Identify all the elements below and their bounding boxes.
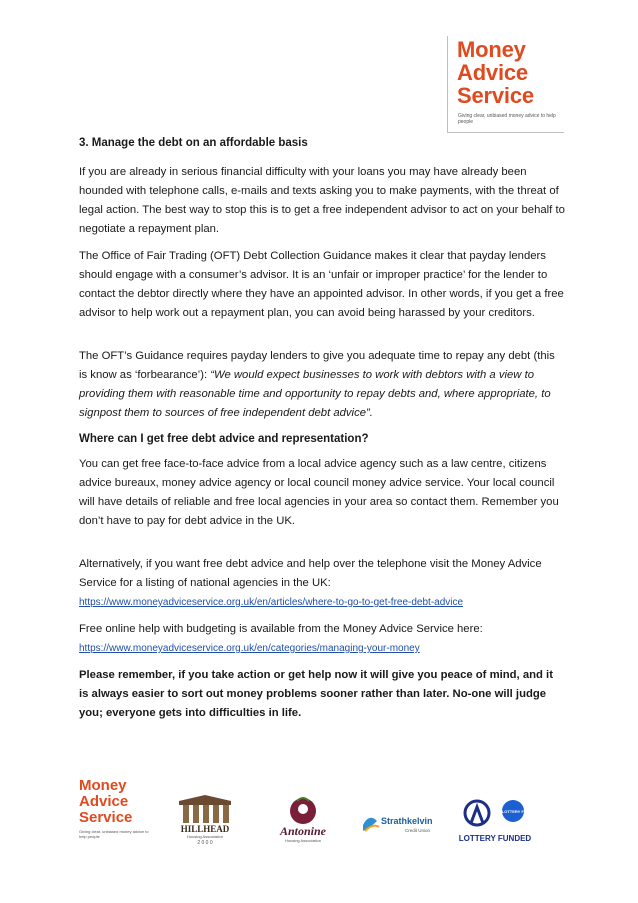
antonine-emblem-icon [269,795,337,845]
document-body [79,135,565,731]
paragraph-1: If you are already in serious financial difficulty with your loans you may have already been hounded with telephone calls, e-mails and texts asking you to make payments, with the threat of legal action. The best way to stop this is to get a free independent advisor to act on your behalf to negotiate a repayment plan. [79,166,565,235]
section-heading-2: Where can I get free debt advice and representation? [79,433,369,445]
oft-quote: “We would expect businesses to work with debtors with a view to providing them with reasonable time and opportunity to repay debts and, where appropriate, to signpost them to sources of free independent debt advice”. [79,369,551,419]
closing-paragraph: Please remember, if you take action or get help now it will give you peace of mind, and it is always easier to sort out money problems sooner rather than later. No-one will judge you; everyone gets into difficulties in life. [79,669,553,719]
paragraph-6: Free online help with budgeting is available from the Money Advice Service here: https://www.moneyadviceservice.org.uk/en/categories/managing-your-money [79,623,483,654]
section-heading: 3. Manage the debt on an affordable basis [79,137,308,149]
money-advice-service-logo [447,36,564,133]
svg-text:Strathkelvin: Strathkelvin [381,816,433,826]
svg-text:Antonine: Antonine [279,824,327,838]
paragraph-5: Alternatively, if you want free debt advice and help over the telephone visit the Money Advice Service for a listing of national agencies in the UK: https://www.moneyadviceservice.org.uk/en/articles/where-to-go-to-get-free-debt-advice [79,558,542,608]
logo-tagline: Giving clear, unbiased money advice to help people [458,113,556,125]
paragraph-3: The OFT’s Guidance requires payday lenders to give you adequate time to repay any debt (this is know as ‘forbearance’): “We would expect businesses to work with debtors with a view to providing them with reasonable time and opportunity to repay debts and, where appropriate, to signpost them to sources of free independent debt advice”. [79,350,555,419]
svg-text:LOTTERY FUNDED: LOTTERY FUNDED [458,834,532,843]
hillhead-building-icon [175,793,235,845]
svg-text:BIG LOTTERY FUND: BIG LOTTERY FUND [493,809,533,814]
debt-advice-link[interactable]: https://www.moneyadviceservice.org.uk/en/articles/where-to-go-to-get-free-debt-advice [79,597,464,608]
sponsor-logos [79,775,565,855]
svg-text:Housing Association: Housing Association [186,834,224,839]
svg-text:Housing Association: Housing Association [284,838,322,843]
strathkelvin-logo [361,809,433,837]
paragraph-4: You can get free face-to-face advice from a local advice agency such as a law centre, citizens advice bureaux, money advice agency or local council money advice service. Your local council will have details of reliable and free local agencies in your area so contact them. Remember you don’t have to pay for debt advice in the UK. [79,458,559,527]
lottery-crossed-fingers-icon [453,797,537,849]
antonine-logo [269,795,337,845]
hillhead-logo [175,793,235,845]
svg-text:HILLHEAD: HILLHEAD [180,824,230,834]
svg-text:Credit Union: Credit Union [405,828,431,833]
budgeting-link[interactable]: https://www.moneyadviceservice.org.uk/en/categories/managing-your-money [79,643,420,654]
footer-mas-logo: Money Advice Service Giving clear, unbiased money advice to help people [79,777,149,839]
logo-wordmark: Money Advice Service [457,37,534,108]
lottery-funded-logo [453,797,537,849]
svg-text:2 0 0 0: 2 0 0 0 [197,840,213,845]
paragraph-2: The Office of Fair Trading (OFT) Debt Collection Guidance makes it clear that payday lenders should engage with a consumer’s advisor. It is an ‘unfair or improper practice’ for the lender to contact the debtor directly where they have an appointed advisor. In other words, if you get a free advisor to help work out a repayment plan, you can avoid being harassed by your creditors. [79,250,564,319]
strathkelvin-wave-icon [361,809,433,837]
